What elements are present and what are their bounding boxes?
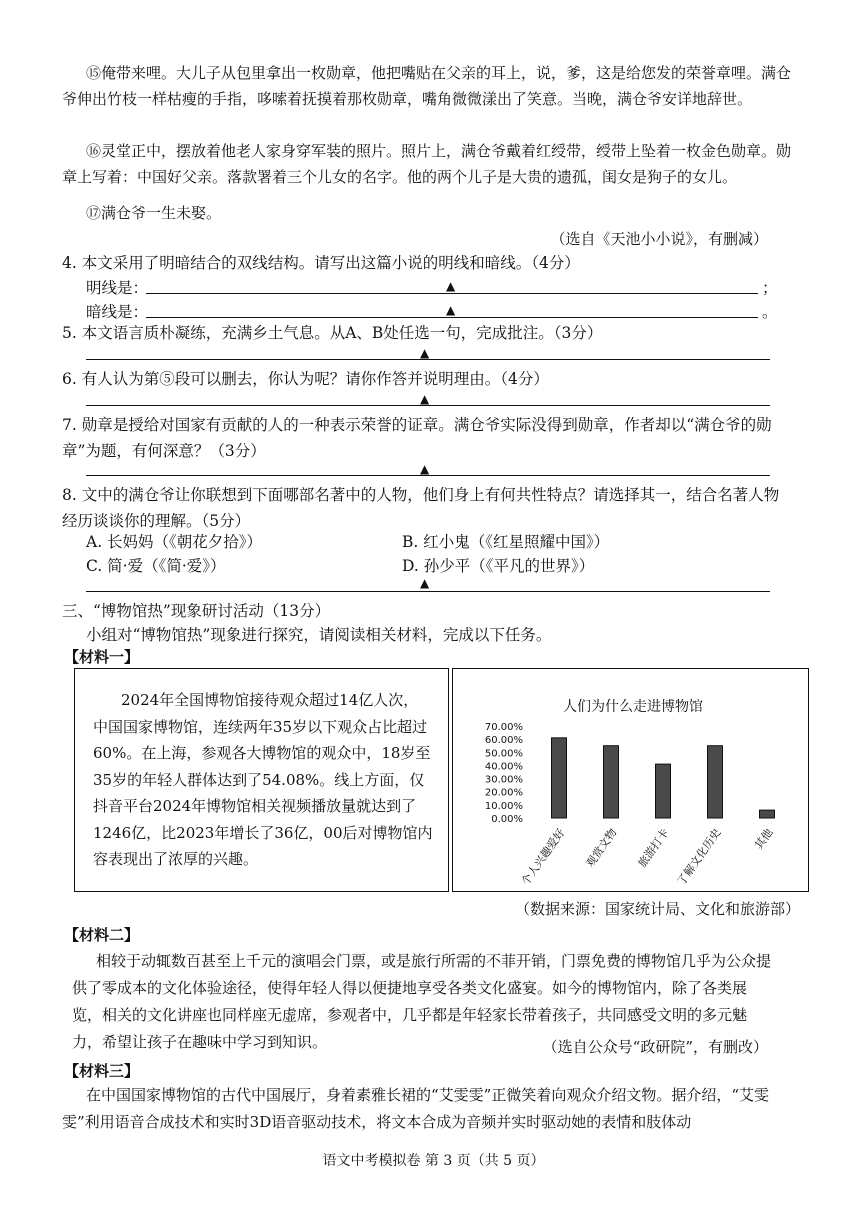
- page-footer: 语文中考模拟卷 第 3 页（共 5 页）: [322, 1153, 545, 1169]
- x-tick-label: 观赏文物: [583, 826, 620, 870]
- x-tick-label: 个人兴趣爱好: [518, 826, 568, 888]
- chart-box: [452, 668, 809, 892]
- answer-marker: ▲: [420, 392, 430, 406]
- question-5: 5. 本文语言质朴凝练，充满乡土气息。从A、B处任选一句，完成批注。（3分）: [62, 324, 603, 342]
- x-tick-label: 了解文化历史: [674, 826, 724, 888]
- data-source: （数据来源：国家统计局、文化和旅游部）: [514, 900, 800, 918]
- material-1-text-box: [74, 668, 449, 892]
- answer-marker: ▲: [420, 576, 430, 590]
- q4-ming-label: 明线是：: [86, 279, 149, 297]
- q4-end-semicolon: ；: [762, 279, 778, 297]
- q8-option-d: D. 孙少平（《平凡的世界》）: [402, 557, 595, 575]
- story-source: （选自《天池小小说》，有删减）: [550, 230, 768, 248]
- q8-option-b: B. 红小鬼（《红星照耀中国》）: [402, 533, 610, 551]
- q8-option-c: C. 简·爱（《简·爱》）: [86, 557, 226, 575]
- y-tick-label: 20.00%: [484, 787, 523, 799]
- x-tick-label: 其他: [752, 826, 776, 852]
- paragraph-15: ⑮俺带来哩。大儿子从包里拿出一枚勋章，他把嘴贴在父亲的耳上，说，爹，这是给您发的荣誉章哩。满仓爷伸出竹枝一样枯瘦的手指，哆嗦着抚摸着那枚勋章，嘴角微微漾出了笑意。当晚，满仓爷安详地辞世。: [62, 64, 792, 108]
- answer-marker: ▲: [420, 346, 430, 360]
- y-tick-label: 10.00%: [484, 800, 523, 812]
- q6-answer-line[interactable]: [86, 404, 770, 406]
- paragraph-17: ⑰满仓爷一生未娶。: [86, 204, 222, 222]
- material-3-text: 在中国国家博物馆的古代中国展厅，身着素雅长裙的“艾雯雯”正微笑着向观众介绍文物。据介绍，“艾雯雯”利用语音合成技术和实时3D语音驱动技术，将文本合成为音频并实时驱动她的表情和肢体动: [62, 1086, 770, 1131]
- section-3-intro: 小组对“博物馆热”现象进行探究，请阅读相关材料，完成以下任务。: [86, 626, 552, 644]
- material-1-text: 2024年全国博物馆接待观众超过14亿人次，中国国家博物馆，连续两年35岁以下观众占比超过60%。在上海，参观各大博物馆的观众中，18岁至35岁的年轻人群体达到了54.08%。线上方面，仅抖音平台2024年博物馆相关视频播放量就达到了1246亿，比2023年增长了36亿，00后对博物馆内容表现出了浓厚的兴趣。: [93, 691, 433, 868]
- question-8: 8. 文中的满仓爷让你联想到下面哪部名著中的人物，他们身上有何共性特点？请选择其一，结合名著人物经历谈谈你的理解。（5分）: [62, 486, 780, 530]
- question-6: 6. 有人认为第⑤段可以删去，你认为呢？请你作答并说明理由。（4分）: [62, 370, 549, 388]
- chart-bar: [708, 746, 723, 818]
- y-tick-label: 0.00%: [491, 814, 523, 825]
- material-2-label: 【材料二】: [64, 926, 140, 944]
- question-4: 4. 本文采用了明暗结合的双线结构。请写出这篇小说的明线和暗线。（4分）: [62, 254, 580, 272]
- y-tick-label: 30.00%: [484, 774, 523, 786]
- museum-reasons-bar-chart: [453, 669, 808, 891]
- x-tick-label: 旅游打卡: [635, 826, 672, 870]
- answer-marker: ▲: [420, 462, 430, 476]
- y-tick-label: 40.00%: [484, 761, 523, 773]
- chart-bar: [656, 764, 671, 818]
- chart-bar: [760, 810, 775, 818]
- section-3-title: 三、“博物馆热”现象研讨活动（13分）: [62, 602, 331, 620]
- q4-end-period: 。: [762, 303, 778, 321]
- q5-answer-line[interactable]: [86, 358, 770, 360]
- y-tick-label: 70.00%: [484, 722, 523, 733]
- material-1-label: 【材料一】: [64, 648, 140, 666]
- material-2-text: 相较于动辄数百甚至上千元的演唱会门票，或是旅行所需的不菲开销，门票免费的博物馆几乎为公众提供了零成本的文化体验途径，使得年轻人得以便捷地享受各类文化盛宴。如今的博物馆内，除了各类展览，相关的文化讲座也同样座无虚席，参观者中，几乎都是年轻家长带着孩子，共同感受文明的多元魅力，希望让孩子在趣味中学习到知识。: [72, 952, 772, 1051]
- y-tick-label: 60.00%: [484, 735, 523, 747]
- answer-marker: ▲: [446, 279, 456, 293]
- chart-bar: [604, 746, 619, 818]
- chart-title: 人们为什么走进博物馆: [563, 699, 703, 715]
- q8-answer-line[interactable]: [86, 590, 770, 592]
- chart-bar: [552, 738, 567, 818]
- q4-an-label: 暗线是：: [86, 303, 149, 321]
- q7-answer-line[interactable]: [86, 474, 770, 476]
- material-2-source: （选自公众号“政研院”，有删改）: [542, 1038, 768, 1056]
- y-tick-label: 50.00%: [484, 748, 523, 760]
- answer-marker: ▲: [446, 303, 456, 317]
- material-3-label: 【材料三】: [64, 1062, 140, 1080]
- q8-option-a: A. 长妈妈（《朝花夕拾》）: [86, 533, 263, 551]
- paragraph-16: ⑯灵堂正中，摆放着他老人家身穿军装的照片。照片上，满仓爷戴着红绶带，绶带上坠着一枚金色勋章。勋章上写着：中国好父亲。落款署着三个儿女的名字。他的两个儿子是大贵的遗孤，闺女是狗子的女儿。: [62, 142, 792, 186]
- question-7: 7. 勋章是授给对国家有贡献的人的一种表示荣誉的证章。满仓爷实际没得到勋章，作者却以“满仓爷的勋章”为题，有何深意？（3分）: [62, 416, 772, 460]
